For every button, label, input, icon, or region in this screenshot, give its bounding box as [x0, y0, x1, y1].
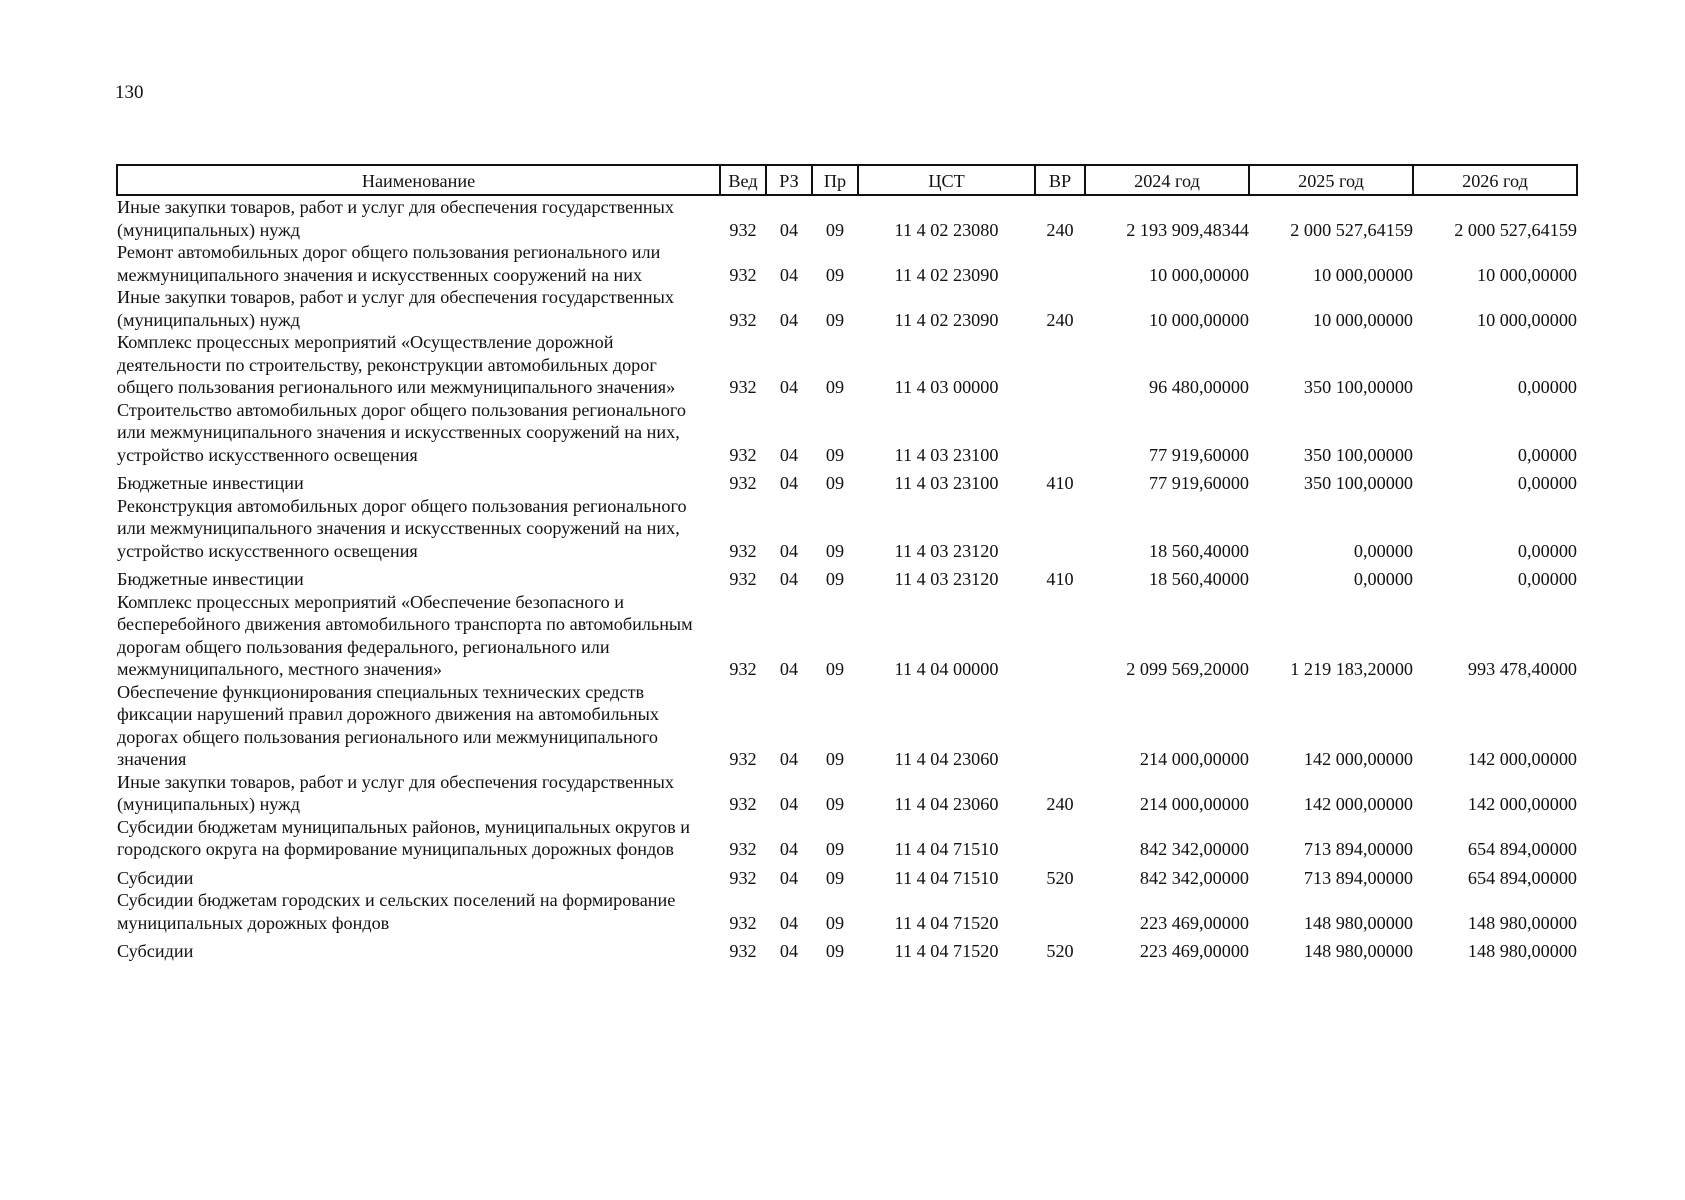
- cell-2026: 2 000 527,64159: [1454, 219, 1577, 240]
- cell-2026: 148 980,00000: [1467, 912, 1577, 933]
- cell-2024: 842 342,00000: [1139, 839, 1249, 859]
- header-2024: 2024 год: [1085, 165, 1249, 195]
- cell-cst: 11 4 03 23100: [894, 444, 999, 465]
- cell-ved: 932: [729, 749, 757, 769]
- cell-2025: 0,00000: [1353, 569, 1413, 589]
- table-row: [117, 591, 1577, 681]
- table-row: [117, 562, 1577, 591]
- cell-ved: 932: [729, 264, 757, 285]
- cell-rz: 04: [779, 749, 799, 769]
- cell-2026: 654 894,00000: [1467, 867, 1577, 888]
- cell-pr: 09: [825, 264, 845, 285]
- cell-2025: 2 000 527,64159: [1290, 219, 1413, 240]
- cell-2026: 654 894,00000: [1467, 839, 1577, 859]
- cell-pr: 09: [825, 794, 845, 814]
- cell-2025: 142 000,00000: [1303, 749, 1413, 769]
- cell-cst: 11 4 02 23090: [894, 309, 999, 330]
- page-number: 130: [115, 82, 144, 103]
- cell-2024: 214 000,00000: [1139, 794, 1249, 814]
- table-header-row: [117, 165, 1577, 195]
- cell-2025: 10 000,00000: [1312, 309, 1413, 330]
- cell-2024: 223 469,00000: [1139, 941, 1249, 961]
- cell-2026: 142 000,00000: [1467, 794, 1577, 814]
- cell-vr: [1035, 816, 1085, 861]
- cell-2024: 2 099 569,20000: [1126, 659, 1249, 679]
- cell-pr: 09: [825, 749, 845, 769]
- cell-2024: 842 342,00000: [1139, 867, 1249, 888]
- cell-name: Субсидии: [117, 941, 194, 961]
- cell-name: Иные закупки товаров, работ и услуг для обеспечения государственных (муниципальных) нужд: [117, 287, 674, 330]
- cell-rz: 04: [779, 941, 799, 961]
- table-row: [117, 241, 1577, 286]
- cell-cst: 11 4 02 23080: [894, 219, 999, 240]
- cell-ved: 932: [729, 569, 757, 589]
- cell-cst: 11 4 04 23060: [894, 794, 999, 814]
- cell-pr: 09: [825, 540, 845, 561]
- cell-2025: 148 980,00000: [1303, 912, 1413, 933]
- cell-2024: 10 000,00000: [1148, 264, 1249, 285]
- header-name: Наименование: [117, 165, 720, 195]
- table-row: [117, 934, 1577, 963]
- table-row: [117, 681, 1577, 771]
- cell-rz: 04: [779, 867, 799, 888]
- cell-ved: 932: [729, 444, 757, 465]
- cell-cst: 11 4 04 00000: [894, 659, 999, 679]
- cell-vr: [1035, 495, 1085, 563]
- cell-ved: 932: [729, 912, 757, 933]
- cell-name: Иные закупки товаров, работ и услуг для обеспечения государственных (муниципальных) нужд: [117, 197, 674, 240]
- cell-2025: 142 000,00000: [1303, 794, 1413, 814]
- cell-vr: 520: [1046, 941, 1074, 961]
- table-row: [117, 771, 1577, 816]
- cell-cst: 11 4 03 23120: [894, 540, 999, 561]
- header-ved: Вед: [720, 165, 766, 195]
- table-body: [117, 195, 1577, 963]
- cell-name: Бюджетные инвестиции: [117, 569, 304, 589]
- cell-2024: 77 919,60000: [1148, 473, 1249, 493]
- cell-ved: 932: [729, 941, 757, 961]
- cell-2025: 350 100,00000: [1303, 377, 1413, 397]
- cell-name: Комплекс процессных мероприятий «Осуществление дорожной деятельности по строительству, реконструкции автомобильных дорог общего пользования регионального или межмуниципального значения»: [117, 332, 676, 397]
- table-row: [117, 466, 1577, 495]
- cell-2025: 713 894,00000: [1303, 867, 1413, 888]
- table-row: [117, 816, 1577, 861]
- cell-cst: 11 4 04 23060: [894, 749, 999, 769]
- cell-vr: [1035, 241, 1085, 286]
- cell-2024: 18 560,40000: [1148, 569, 1249, 589]
- cell-2024: 96 480,00000: [1148, 377, 1249, 397]
- cell-cst: 11 4 04 71510: [894, 867, 999, 888]
- cell-2026: 10 000,00000: [1476, 264, 1577, 285]
- cell-2024: 10 000,00000: [1148, 309, 1249, 330]
- cell-cst: 11 4 04 71520: [894, 912, 999, 933]
- cell-vr: 240: [1046, 219, 1074, 240]
- cell-2026: 0,00000: [1517, 444, 1577, 465]
- cell-2025: 350 100,00000: [1303, 473, 1413, 493]
- cell-2026: 0,00000: [1517, 473, 1577, 493]
- cell-ved: 932: [729, 659, 757, 679]
- cell-2026: 10 000,00000: [1476, 309, 1577, 330]
- cell-2026: 0,00000: [1517, 540, 1577, 561]
- cell-ved: 932: [729, 540, 757, 561]
- cell-pr: 09: [825, 309, 845, 330]
- cell-2026: 142 000,00000: [1467, 749, 1577, 769]
- cell-vr: 410: [1046, 473, 1074, 493]
- table-row: [117, 889, 1577, 934]
- cell-2024: 223 469,00000: [1139, 912, 1249, 933]
- table-row: [117, 861, 1577, 890]
- cell-pr: 09: [825, 377, 845, 397]
- cell-name: Обеспечение функционирования специальных технических средств фиксации нарушений правил дорожного движения на автомобильных дорогах общего пользования регионального или межмуниципального значения: [117, 681, 659, 769]
- header-2026: 2026 год: [1413, 165, 1577, 195]
- cell-name: Реконструкция автомобильных дорог общего пользования регионального или межмуниципального значения и искусственных сооружений на них, устройство искусственного освещения: [117, 495, 687, 561]
- cell-rz: 04: [779, 912, 799, 933]
- cell-vr: [1035, 889, 1085, 934]
- cell-ved: 932: [729, 867, 757, 888]
- cell-vr: [1035, 331, 1085, 399]
- cell-rz: 04: [779, 839, 799, 859]
- cell-2025: 148 980,00000: [1303, 941, 1413, 961]
- cell-ved: 932: [729, 309, 757, 330]
- cell-vr: 240: [1046, 309, 1074, 330]
- header-cst: ЦСТ: [858, 165, 1035, 195]
- cell-vr: [1035, 399, 1085, 467]
- header-rz: РЗ: [766, 165, 812, 195]
- cell-2024: 77 919,60000: [1148, 444, 1249, 465]
- cell-pr: 09: [825, 444, 845, 465]
- table-row: [117, 331, 1577, 399]
- cell-rz: 04: [779, 540, 799, 561]
- cell-2025: 350 100,00000: [1303, 444, 1413, 465]
- cell-ved: 932: [729, 377, 757, 397]
- cell-vr: [1035, 591, 1085, 681]
- cell-name: Субсидии бюджетам городских и сельских поселений на формирование муниципальных дорожных фондов: [117, 890, 676, 933]
- cell-2026: 993 478,40000: [1467, 659, 1577, 679]
- cell-pr: 09: [825, 473, 845, 493]
- cell-cst: 11 4 03 00000: [894, 377, 999, 397]
- cell-rz: 04: [779, 377, 799, 397]
- cell-rz: 04: [779, 264, 799, 285]
- cell-2024: 214 000,00000: [1139, 749, 1249, 769]
- cell-rz: 04: [779, 473, 799, 493]
- cell-2024: 18 560,40000: [1148, 540, 1249, 561]
- cell-rz: 04: [779, 794, 799, 814]
- header-vr: ВР: [1035, 165, 1085, 195]
- cell-vr: 240: [1046, 794, 1074, 814]
- cell-cst: 11 4 04 71510: [894, 839, 999, 859]
- cell-pr: 09: [825, 912, 845, 933]
- cell-2025: 1 219 183,20000: [1290, 659, 1413, 679]
- cell-rz: 04: [779, 569, 799, 589]
- cell-2024: 2 193 909,48344: [1126, 219, 1249, 240]
- cell-pr: 09: [825, 839, 845, 859]
- cell-2025: 0,00000: [1353, 540, 1413, 561]
- cell-rz: 04: [779, 659, 799, 679]
- cell-2026: 148 980,00000: [1467, 941, 1577, 961]
- cell-name: Иные закупки товаров, работ и услуг для обеспечения государственных (муниципальных) нужд: [117, 771, 674, 814]
- table-row: [117, 399, 1577, 467]
- cell-pr: 09: [825, 219, 845, 240]
- header-pr: Пр: [812, 165, 858, 195]
- header-2025: 2025 год: [1249, 165, 1413, 195]
- cell-vr: 410: [1046, 569, 1074, 589]
- cell-ved: 932: [729, 794, 757, 814]
- cell-rz: 04: [779, 444, 799, 465]
- cell-vr: [1035, 681, 1085, 771]
- cell-rz: 04: [779, 309, 799, 330]
- cell-name: Субсидии бюджетам муниципальных районов, муниципальных округов и городского округа на формирование муниципальных дорожных фондов: [117, 816, 691, 859]
- cell-2026: 0,00000: [1517, 569, 1577, 589]
- cell-pr: 09: [825, 659, 845, 679]
- cell-name: Субсидии: [117, 867, 194, 888]
- cell-name: Ремонт автомобильных дорог общего пользования регионального или межмуниципального значения и искусственных сооружений на них: [117, 242, 661, 285]
- table-row: [117, 286, 1577, 331]
- cell-2025: 713 894,00000: [1303, 839, 1413, 859]
- cell-vr: 520: [1046, 867, 1074, 888]
- cell-pr: 09: [825, 867, 845, 888]
- cell-ved: 932: [729, 473, 757, 493]
- cell-2026: 0,00000: [1517, 377, 1577, 397]
- cell-rz: 04: [779, 219, 799, 240]
- cell-ved: 932: [729, 219, 757, 240]
- cell-cst: 11 4 02 23090: [894, 264, 999, 285]
- cell-cst: 11 4 03 23100: [894, 473, 999, 493]
- cell-pr: 09: [825, 941, 845, 961]
- cell-name: Комплекс процессных мероприятий «Обеспечение безопасного и бесперебойного движения автомобильного транспорта по автомобильным дорогам общего пользования федерального, регионального или межмуниципального, местного значения»: [117, 591, 693, 679]
- cell-cst: 11 4 03 23120: [894, 569, 999, 589]
- cell-2025: 10 000,00000: [1312, 264, 1413, 285]
- table-row: [117, 495, 1577, 563]
- cell-name: Бюджетные инвестиции: [117, 473, 304, 493]
- cell-cst: 11 4 04 71520: [894, 941, 999, 961]
- table-row: [117, 195, 1577, 241]
- budget-table: [116, 164, 1578, 963]
- cell-pr: 09: [825, 569, 845, 589]
- cell-name: Строительство автомобильных дорог общего пользования регионального или межмуниципального значения и искусственных сооружений на них, устройство искусственного освещения: [117, 399, 686, 465]
- cell-ved: 932: [729, 839, 757, 859]
